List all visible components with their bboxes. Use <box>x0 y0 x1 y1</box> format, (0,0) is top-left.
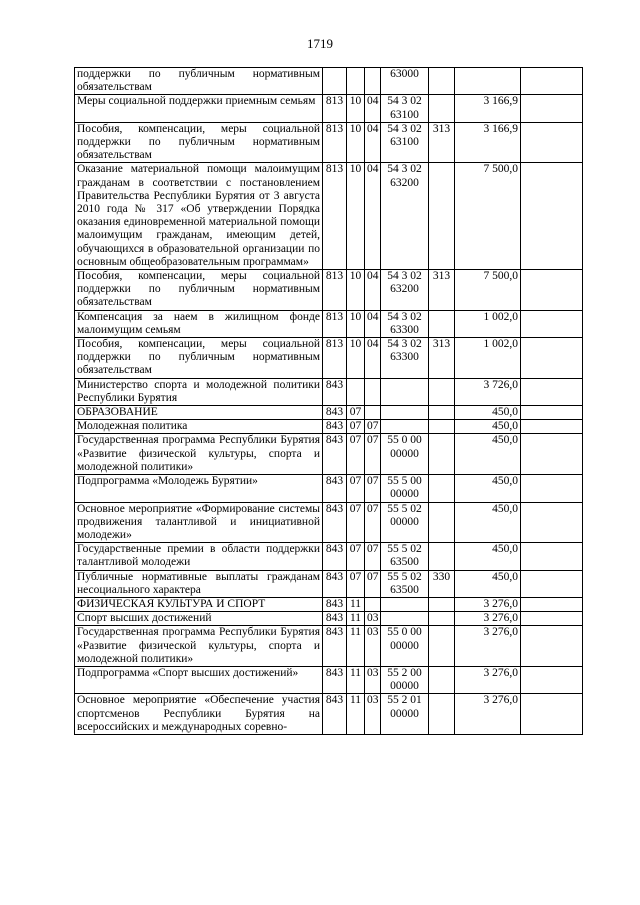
row-pr-cell <box>365 68 381 95</box>
row-pr-cell: 04 <box>365 270 381 311</box>
row-pr-cell: 07 <box>365 543 381 570</box>
table-row <box>75 543 583 570</box>
row-vr-cell <box>429 612 455 626</box>
row-extra-cell <box>521 68 583 95</box>
row-name-cell: ФИЗИЧЕСКАЯ КУЛЬТУРА И СПОРТ <box>75 597 323 611</box>
row-rz-cell: 07 <box>347 502 365 543</box>
row-cs-cell: 55 5 02 63500 <box>381 543 429 570</box>
row-gl-cell: 813 <box>323 338 347 379</box>
row-extra-cell <box>521 378 583 405</box>
row-name-cell: Молодежная политика <box>75 420 323 434</box>
row-gl-cell: 843 <box>323 666 347 693</box>
row-gl-cell: 843 <box>323 378 347 405</box>
row-name-cell: Министерство спорта и молодежной политики Республики Бурятия <box>75 378 323 405</box>
row-name-cell: Публичные нормативные выплаты гражданам несоциального характера <box>75 570 323 597</box>
row-vr-cell <box>429 597 455 611</box>
row-pr-cell: 07 <box>365 434 381 475</box>
row-rz-cell: 07 <box>347 406 365 420</box>
table-row <box>75 270 583 311</box>
table-row <box>75 406 583 420</box>
row-name-cell: Подпрограмма «Молодежь Бурятии» <box>75 475 323 502</box>
row-vr-cell: 330 <box>429 570 455 597</box>
row-extra-cell <box>521 420 583 434</box>
row-rz-cell: 07 <box>347 420 365 434</box>
row-cs-cell: 55 2 00 00000 <box>381 666 429 693</box>
row-vr-cell <box>429 434 455 475</box>
row-cs-cell <box>381 597 429 611</box>
row-name-cell: Компенсация за наем в жилищном фонде малоимущим семьям <box>75 310 323 337</box>
row-gl-cell: 813 <box>323 310 347 337</box>
row-name-cell: Меры социальной поддержки приемным семьям <box>75 95 323 122</box>
row-sum-cell: 3 276,0 <box>455 626 521 667</box>
row-rz-cell: 07 <box>347 434 365 475</box>
row-extra-cell <box>521 163 583 270</box>
row-pr-cell: 07 <box>365 570 381 597</box>
row-vr-cell <box>429 68 455 95</box>
row-gl-cell: 813 <box>323 122 347 163</box>
row-gl-cell: 843 <box>323 406 347 420</box>
row-extra-cell <box>521 338 583 379</box>
row-rz-cell <box>347 378 365 405</box>
row-gl-cell: 813 <box>323 270 347 311</box>
row-extra-cell <box>521 310 583 337</box>
row-vr-cell <box>429 694 455 735</box>
row-cs-cell: 55 5 00 00000 <box>381 475 429 502</box>
row-gl-cell: 843 <box>323 543 347 570</box>
table-row <box>75 597 583 611</box>
row-name-cell: Подпрограмма «Спорт высших достижений» <box>75 666 323 693</box>
row-pr-cell: 03 <box>365 626 381 667</box>
table-row <box>75 68 583 95</box>
row-sum-cell: 1 002,0 <box>455 338 521 379</box>
row-rz-cell: 07 <box>347 570 365 597</box>
row-cs-cell: 54 3 02 63100 <box>381 95 429 122</box>
row-pr-cell: 04 <box>365 122 381 163</box>
table-row <box>75 502 583 543</box>
row-gl-cell: 843 <box>323 694 347 735</box>
row-sum-cell: 7 500,0 <box>455 270 521 311</box>
row-vr-cell <box>429 502 455 543</box>
row-cs-cell: 54 3 02 63300 <box>381 310 429 337</box>
row-gl-cell: 843 <box>323 626 347 667</box>
row-pr-cell: 04 <box>365 310 381 337</box>
row-vr-cell <box>429 163 455 270</box>
row-extra-cell <box>521 95 583 122</box>
row-vr-cell <box>429 378 455 405</box>
row-cs-cell: 63000 <box>381 68 429 95</box>
row-extra-cell <box>521 270 583 311</box>
table-row <box>75 570 583 597</box>
row-cs-cell: 54 3 02 63300 <box>381 338 429 379</box>
row-gl-cell: 843 <box>323 612 347 626</box>
row-rz-cell: 10 <box>347 95 365 122</box>
row-rz-cell: 10 <box>347 310 365 337</box>
row-name-cell: ОБРАЗОВАНИЕ <box>75 406 323 420</box>
row-extra-cell <box>521 406 583 420</box>
row-cs-cell: 55 5 02 00000 <box>381 502 429 543</box>
page-number: 1719 <box>307 36 333 51</box>
row-extra-cell <box>521 502 583 543</box>
row-sum-cell: 3 166,9 <box>455 122 521 163</box>
row-name-cell: Основное мероприятие «Обеспечение участия спортсменов Республики Бурятия на всероссийских и международных соревно- <box>75 694 323 735</box>
row-rz-cell: 10 <box>347 270 365 311</box>
row-name-cell: Государственная программа Республики Бурятия «Развитие физической культуры, спорта и молодежной политики» <box>75 434 323 475</box>
row-pr-cell <box>365 597 381 611</box>
row-rz-cell: 11 <box>347 597 365 611</box>
table-row <box>75 122 583 163</box>
table-row <box>75 163 583 270</box>
row-pr-cell: 07 <box>365 475 381 502</box>
row-cs-cell: 55 0 00 00000 <box>381 434 429 475</box>
row-extra-cell <box>521 612 583 626</box>
row-name-cell: поддержки по публичным нормативным обязательствам <box>75 68 323 95</box>
row-name-cell: Пособия, компенсации, меры социальной поддержки по публичным нормативным обязательствам <box>75 270 323 311</box>
row-cs-cell: 54 3 02 63100 <box>381 122 429 163</box>
row-pr-cell <box>365 406 381 420</box>
row-sum-cell: 450,0 <box>455 543 521 570</box>
row-cs-cell <box>381 378 429 405</box>
row-sum-cell: 450,0 <box>455 434 521 475</box>
table-row <box>75 666 583 693</box>
row-extra-cell <box>521 122 583 163</box>
row-gl-cell: 843 <box>323 597 347 611</box>
row-sum-cell: 3 166,9 <box>455 95 521 122</box>
row-gl-cell: 813 <box>323 163 347 270</box>
row-vr-cell: 313 <box>429 338 455 379</box>
row-gl-cell: 843 <box>323 502 347 543</box>
row-extra-cell <box>521 694 583 735</box>
row-vr-cell <box>429 543 455 570</box>
row-rz-cell: 11 <box>347 694 365 735</box>
table-row <box>75 434 583 475</box>
row-cs-cell <box>381 420 429 434</box>
row-pr-cell: 04 <box>365 163 381 270</box>
row-name-cell: Государственные премии в области поддержки талантливой молодежи <box>75 543 323 570</box>
row-gl-cell: 843 <box>323 475 347 502</box>
row-pr-cell: 07 <box>365 420 381 434</box>
row-vr-cell <box>429 406 455 420</box>
row-cs-cell: 55 2 01 00000 <box>381 694 429 735</box>
row-sum-cell: 3 276,0 <box>455 694 521 735</box>
row-rz-cell <box>347 68 365 95</box>
row-vr-cell <box>429 626 455 667</box>
row-sum-cell: 450,0 <box>455 502 521 543</box>
row-sum-cell: 450,0 <box>455 420 521 434</box>
row-vr-cell <box>429 95 455 122</box>
row-cs-cell <box>381 612 429 626</box>
row-vr-cell <box>429 310 455 337</box>
row-rz-cell: 11 <box>347 626 365 667</box>
table-row <box>75 310 583 337</box>
table-row <box>75 420 583 434</box>
row-sum-cell: 1 002,0 <box>455 310 521 337</box>
row-pr-cell: 04 <box>365 95 381 122</box>
table-row <box>75 694 583 735</box>
row-rz-cell: 10 <box>347 338 365 379</box>
budget-table <box>74 67 583 735</box>
row-gl-cell <box>323 68 347 95</box>
table-row <box>75 626 583 667</box>
row-sum-cell: 450,0 <box>455 406 521 420</box>
row-rz-cell: 07 <box>347 475 365 502</box>
row-pr-cell <box>365 378 381 405</box>
row-extra-cell <box>521 666 583 693</box>
row-gl-cell: 813 <box>323 95 347 122</box>
row-vr-cell <box>429 666 455 693</box>
row-sum-cell: 7 500,0 <box>455 163 521 270</box>
row-sum-cell: 450,0 <box>455 570 521 597</box>
row-cs-cell <box>381 406 429 420</box>
row-gl-cell: 843 <box>323 434 347 475</box>
row-gl-cell: 843 <box>323 570 347 597</box>
row-name-cell: Спорт высших достижений <box>75 612 323 626</box>
row-cs-cell: 55 5 02 63500 <box>381 570 429 597</box>
row-extra-cell <box>521 475 583 502</box>
row-pr-cell: 03 <box>365 666 381 693</box>
row-vr-cell: 313 <box>429 122 455 163</box>
row-extra-cell <box>521 543 583 570</box>
table-row <box>75 612 583 626</box>
row-pr-cell: 07 <box>365 502 381 543</box>
row-name-cell: Оказание материальной помощи малоимущим гражданам в соответствии с постановлением Правительства Республики Бурятия от 3 августа 2010 года № 317 «Об утверждении Порядка оказания единовременной материальной помощи малоимущим гражданам, имеющим детей, обучающихся в образовательной организации по основным общеобразовательным программам» <box>75 163 323 270</box>
table-row <box>75 95 583 122</box>
row-rz-cell: 11 <box>347 666 365 693</box>
row-rz-cell: 10 <box>347 122 365 163</box>
row-gl-cell: 843 <box>323 420 347 434</box>
row-pr-cell: 04 <box>365 338 381 379</box>
table-row <box>75 475 583 502</box>
row-name-cell: Государственная программа Республики Бурятия «Развитие физической культуры, спорта и молодежной политики» <box>75 626 323 667</box>
table-row <box>75 378 583 405</box>
row-sum-cell: 450,0 <box>455 475 521 502</box>
row-sum-cell: 3 276,0 <box>455 612 521 626</box>
table-body <box>75 68 583 735</box>
row-pr-cell: 03 <box>365 612 381 626</box>
row-rz-cell: 11 <box>347 612 365 626</box>
row-sum-cell: 3 726,0 <box>455 378 521 405</box>
row-extra-cell <box>521 597 583 611</box>
row-cs-cell: 54 3 02 63200 <box>381 270 429 311</box>
row-cs-cell: 54 3 02 63200 <box>381 163 429 270</box>
row-pr-cell: 03 <box>365 694 381 735</box>
row-name-cell: Пособия, компенсации, меры социальной поддержки по публичным нормативным обязательствам <box>75 122 323 163</box>
row-cs-cell: 55 0 00 00000 <box>381 626 429 667</box>
row-extra-cell <box>521 626 583 667</box>
row-vr-cell: 313 <box>429 270 455 311</box>
row-name-cell: Основное мероприятие «Формирование системы продвижения талантливой и инициативной молодежи» <box>75 502 323 543</box>
row-extra-cell <box>521 570 583 597</box>
row-sum-cell <box>455 68 521 95</box>
row-sum-cell: 3 276,0 <box>455 666 521 693</box>
row-vr-cell <box>429 420 455 434</box>
row-name-cell: Пособия, компенсации, меры социальной поддержки по публичным нормативным обязательствам <box>75 338 323 379</box>
row-rz-cell: 10 <box>347 163 365 270</box>
table-row <box>75 338 583 379</box>
row-sum-cell: 3 276,0 <box>455 597 521 611</box>
row-vr-cell <box>429 475 455 502</box>
row-extra-cell <box>521 434 583 475</box>
row-rz-cell: 07 <box>347 543 365 570</box>
